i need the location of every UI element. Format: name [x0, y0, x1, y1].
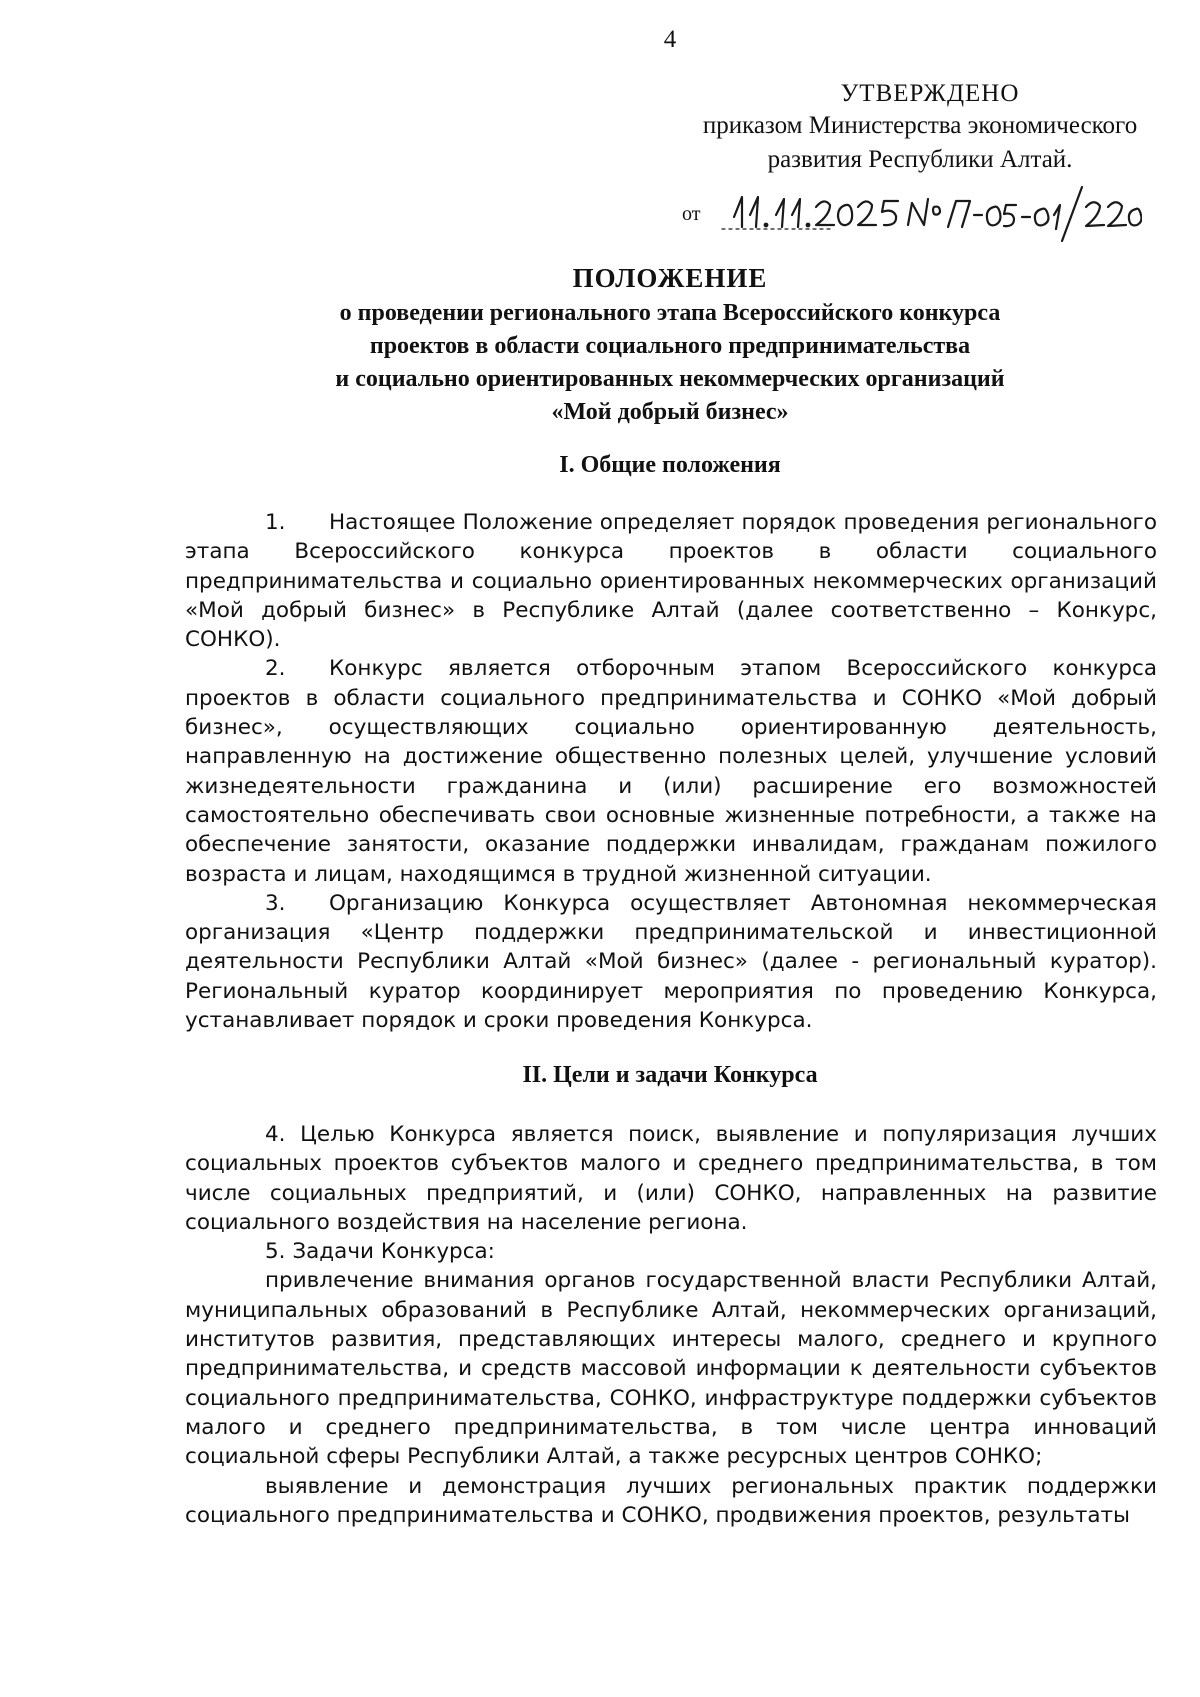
section-heading-goals: II. Цели и задачи Конкурса — [522, 1062, 818, 1088]
paragraph: 5. Задачи Конкурса: — [265, 1239, 495, 1265]
document-subtitle-line-2: проектов в области социального предпринимательства — [369, 333, 971, 359]
paragraph: выявление и демонстрация лучших региональных практик поддержки социального предпринимательства и СОНКО, продвижения проектов, результаты — [185, 1473, 1157, 1528]
paragraph-text: Конкурс является отборочным этапом Всероссийского конкурса проектов в области социального предпринимательства и СОНКО «Мой добрый бизнес», осуществляющих социально ориентированную деятельность, направленную на достижение общественно полезных целей, улучшение условий жизнедеятельности гражданина и (или) расширение его возможностей самостоятельно обеспечивать свои основные жизненные потребности, а также на обеспечение занятости, оказание поддержки инвалидам, гражданам пожилого возраста и лицам, находящимся в трудной жизненной ситуации. — [185, 656, 1157, 887]
approved-label: УТВЕРЖДЕНО — [840, 80, 1020, 107]
approval-stamp-block — [640, 78, 1200, 176]
section-heading-general: I. Общие положения — [559, 452, 781, 478]
order-date-prefix: от — [682, 203, 701, 225]
approval-line-1: приказом Министерства экономического — [702, 112, 1138, 139]
paragraph — [185, 654, 1157, 888]
paragraph: привлечение внимания органов государственной власти Республики Алтай, муниципальных образований в Республике Алтай, некоммерческих организаций, институтов развития, представляющих интересы малого, среднего и крупного предпринимательства, и средств массовой информации к деятельности субъектов социального предпринимательства, СОНКО, инфраструктуре поддержки субъектов малого и среднего предпринимательства, в том числе центра инноваций социальной сферы Республики Алтай, а также ресурсных центров СОНКО; — [185, 1268, 1157, 1470]
paragraph: 4. Целью Конкурса является поиск, выявление и популяризация лучших социальных проектов субъектов малого и среднего предпринимательства, в том числе социальных предприятий, и (или) СОНКО, направленных на развитие социального воздействия на население региона. — [185, 1122, 1157, 1235]
paragraph-number: 2. — [265, 656, 286, 682]
approval-line-2: развития Республики Алтай. — [767, 146, 1073, 173]
document-subtitle-line-4: «Мой добрый бизнес» — [551, 399, 789, 425]
handwritten-date-signature — [712, 185, 1142, 245]
document-subtitle-line-1: о проведении регионального этапа Всероссийского конкурса — [339, 300, 1001, 326]
paragraph — [185, 889, 1157, 1035]
paragraph-number: 3. — [265, 890, 286, 916]
section-body-goals — [185, 1120, 1157, 1530]
paragraph — [185, 508, 1157, 654]
paragraph-text: Организацию Конкурса осуществляет Автономная некоммерческая организация «Центр поддержки предпринимательской и инвестиционной деятельности Республики Алтай «Мой бизнес» (далее - региональный куратор). Региональный куратор координирует мероприятия по проведению Конкурса, устанавливает порядок и сроки проведения Конкурса. — [185, 890, 1157, 1034]
document-title-block — [0, 262, 1200, 429]
document-subtitle-line-3: и социально ориентированных некоммерческих организаций — [335, 366, 1005, 392]
section-body-general — [185, 508, 1157, 1035]
order-date-line — [682, 185, 1142, 245]
page-number: 4 — [663, 26, 677, 53]
document-title: ПОЛОЖЕНИЕ — [572, 263, 768, 293]
paragraph-text: Настоящее Положение определяет порядок проведения регионального этапа Всероссийского конкурса проектов в области социального предпринимательства и социально ориентированных некоммерческих организаций «Мой добрый бизнес» в Республике Алтай (далее соответственно – Конкурс, СОНКО). — [185, 510, 1157, 653]
paragraph-number: 1. — [265, 510, 286, 535]
